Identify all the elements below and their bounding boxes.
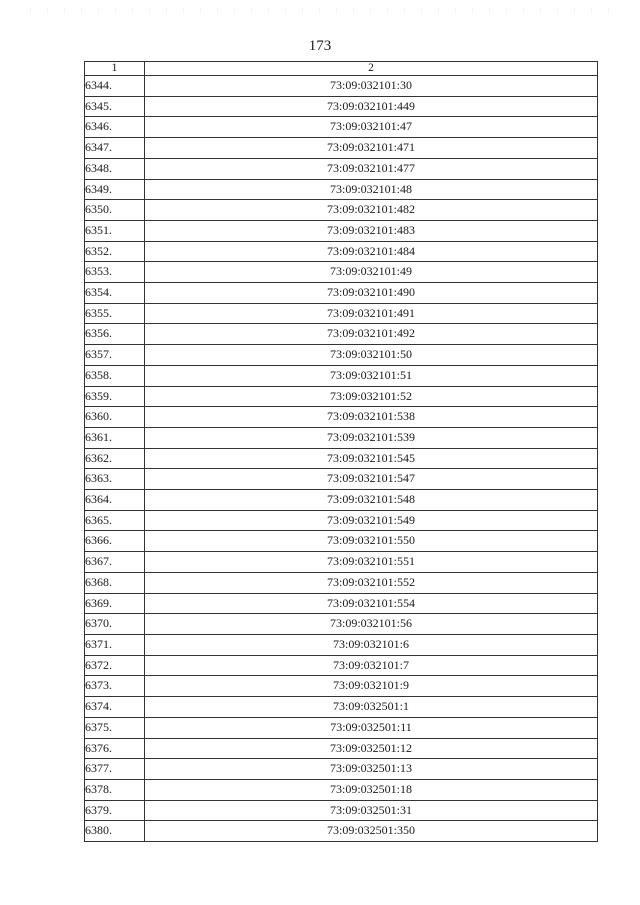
- table-row: [85, 531, 598, 552]
- row-number-cell: 6378.: [85, 779, 145, 800]
- table-row: [85, 365, 598, 386]
- column-header-number: 1: [85, 62, 145, 76]
- row-number-cell: 6356.: [85, 324, 145, 345]
- cadastral-code-cell: 73:09:032101:538: [145, 407, 598, 428]
- cadastral-code-cell: 73:09:032101:49: [145, 262, 598, 283]
- table-row: [85, 779, 598, 800]
- cadastral-code-cell: 73:09:032101:52: [145, 386, 598, 407]
- row-number-cell: 6370.: [85, 614, 145, 635]
- row-number-cell: 6367.: [85, 552, 145, 573]
- table-row: [85, 552, 598, 573]
- cadastral-code-cell: 73:09:032101:471: [145, 138, 598, 159]
- cadastral-code-cell: 73:09:032101:539: [145, 427, 598, 448]
- table-header: [85, 62, 598, 76]
- table-row: [85, 386, 598, 407]
- row-number-cell: 6374.: [85, 697, 145, 718]
- table-row: [85, 593, 598, 614]
- row-number-cell: 6355.: [85, 303, 145, 324]
- table-row: [85, 262, 598, 283]
- table-row: [85, 717, 598, 738]
- table-row: [85, 179, 598, 200]
- cadastral-code-cell: 73:09:032501:1: [145, 697, 598, 718]
- cadastral-code-cell: 73:09:032101:449: [145, 96, 598, 117]
- table-row: [85, 138, 598, 159]
- cadastral-code-cell: 73:09:032501:13: [145, 759, 598, 780]
- cadastral-code-cell: 73:09:032101:48: [145, 179, 598, 200]
- table-row: [85, 655, 598, 676]
- row-number-cell: 6361.: [85, 427, 145, 448]
- cadastral-code-cell: 73:09:032501:18: [145, 779, 598, 800]
- cadastral-code-cell: 73:09:032101:482: [145, 200, 598, 221]
- row-number-cell: 6363.: [85, 469, 145, 490]
- cadastral-code-cell: 73:09:032101:551: [145, 552, 598, 573]
- table-row: [85, 759, 598, 780]
- table-row: [85, 220, 598, 241]
- cadastral-code-cell: 73:09:032101:492: [145, 324, 598, 345]
- cadastral-code-cell: 73:09:032101:477: [145, 158, 598, 179]
- table-header-row: [85, 62, 598, 76]
- cadastral-code-cell: 73:09:032101:56: [145, 614, 598, 635]
- row-number-cell: 6352.: [85, 241, 145, 262]
- row-number-cell: 6349.: [85, 179, 145, 200]
- cadastral-code-cell: 73:09:032101:30: [145, 76, 598, 97]
- row-number-cell: 6372.: [85, 655, 145, 676]
- row-number-cell: 6368.: [85, 572, 145, 593]
- table-row: [85, 76, 598, 97]
- row-number-cell: 6354.: [85, 283, 145, 304]
- cadastral-code-cell: 73:09:032101:50: [145, 345, 598, 366]
- table-body: [85, 76, 598, 842]
- row-number-cell: 6364.: [85, 490, 145, 511]
- row-number-cell: 6362.: [85, 448, 145, 469]
- row-number-cell: 6365.: [85, 510, 145, 531]
- cadastral-code-cell: 73:09:032101:491: [145, 303, 598, 324]
- row-number-cell: 6344.: [85, 76, 145, 97]
- row-number-cell: 6347.: [85, 138, 145, 159]
- table-row: [85, 345, 598, 366]
- row-number-cell: 6375.: [85, 717, 145, 738]
- table-row: [85, 510, 598, 531]
- row-number-cell: 6351.: [85, 220, 145, 241]
- table-row: [85, 283, 598, 304]
- cadastral-code-cell: 73:09:032501:12: [145, 738, 598, 759]
- cadastral-code-cell: 73:09:032101:9: [145, 676, 598, 697]
- table-row: [85, 448, 598, 469]
- cadastral-code-cell: 73:09:032101:47: [145, 117, 598, 138]
- table-row: [85, 241, 598, 262]
- row-number-cell: 6345.: [85, 96, 145, 117]
- table-row: [85, 96, 598, 117]
- table-row: [85, 407, 598, 428]
- table-row: [85, 614, 598, 635]
- table-row: [85, 324, 598, 345]
- cadastral-code-cell: 73:09:032101:549: [145, 510, 598, 531]
- table-row: [85, 738, 598, 759]
- cadastral-code-cell: 73:09:032101:554: [145, 593, 598, 614]
- row-number-cell: 6350.: [85, 200, 145, 221]
- table-row: [85, 490, 598, 511]
- row-number-cell: 6369.: [85, 593, 145, 614]
- cadastral-code-cell: 73:09:032101:547: [145, 469, 598, 490]
- row-number-cell: 6357.: [85, 345, 145, 366]
- cadastral-code-cell: 73:09:032501:31: [145, 800, 598, 821]
- row-number-cell: 6366.: [85, 531, 145, 552]
- cadastral-code-cell: 73:09:032501:350: [145, 821, 598, 842]
- cadastral-code-cell: 73:09:032101:552: [145, 572, 598, 593]
- cadastral-code-cell: 73:09:032101:545: [145, 448, 598, 469]
- row-number-cell: 6348.: [85, 158, 145, 179]
- table-row: [85, 821, 598, 842]
- row-number-cell: 6346.: [85, 117, 145, 138]
- page-number: 173: [308, 38, 332, 54]
- cadastral-code-cell: 73:09:032101:51: [145, 365, 598, 386]
- row-number-cell: 6358.: [85, 365, 145, 386]
- table-row: [85, 469, 598, 490]
- row-number-cell: 6377.: [85, 759, 145, 780]
- table-row: [85, 158, 598, 179]
- table-row: [85, 676, 598, 697]
- column-header-cadastral-code: 2: [145, 62, 598, 76]
- table-row: [85, 634, 598, 655]
- row-number-cell: 6353.: [85, 262, 145, 283]
- table-row: [85, 697, 598, 718]
- table-row: [85, 572, 598, 593]
- row-number-cell: 6379.: [85, 800, 145, 821]
- cadastral-code-cell: 73:09:032101:484: [145, 241, 598, 262]
- table-row: [85, 800, 598, 821]
- cadastral-code-cell: 73:09:032101:6: [145, 634, 598, 655]
- row-number-cell: 6376.: [85, 738, 145, 759]
- cadastral-code-cell: 73:09:032101:490: [145, 283, 598, 304]
- row-number-cell: 6373.: [85, 676, 145, 697]
- table-row: [85, 303, 598, 324]
- row-number-cell: 6380.: [85, 821, 145, 842]
- table-row: [85, 117, 598, 138]
- table-row: [85, 427, 598, 448]
- cadastral-code-cell: 73:09:032101:548: [145, 490, 598, 511]
- cadastral-code-cell: 73:09:032101:7: [145, 655, 598, 676]
- cadastral-code-cell: 73:09:032101:550: [145, 531, 598, 552]
- cadastral-number-table: [84, 61, 598, 842]
- row-number-cell: 6359.: [85, 386, 145, 407]
- cadastral-code-cell: 73:09:032101:483: [145, 220, 598, 241]
- table-row: [85, 200, 598, 221]
- row-number-cell: 6360.: [85, 407, 145, 428]
- row-number-cell: 6371.: [85, 634, 145, 655]
- scan-artifact-strip: [30, 8, 610, 14]
- cadastral-code-cell: 73:09:032501:11: [145, 717, 598, 738]
